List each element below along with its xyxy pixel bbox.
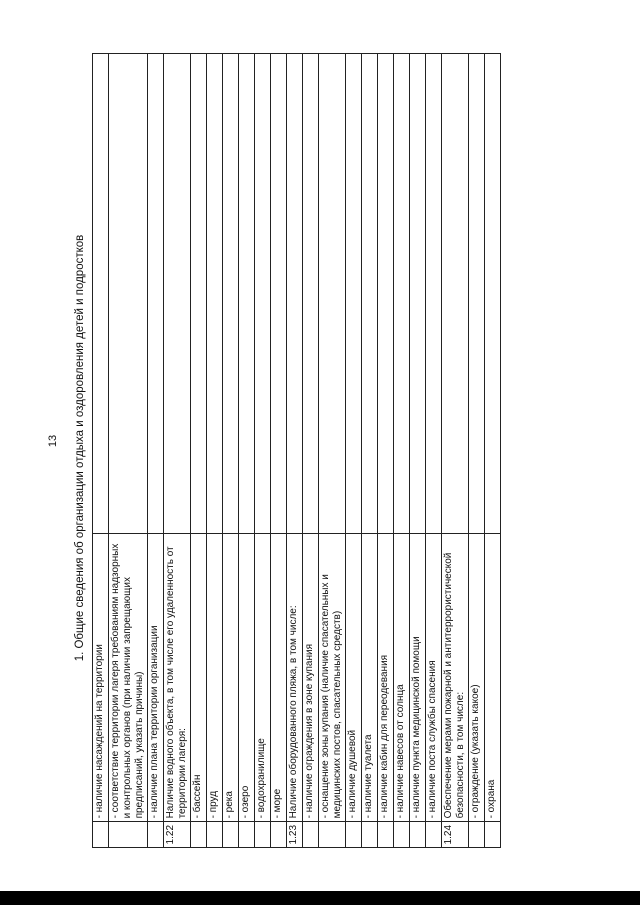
table-row: [362, 54, 378, 848]
row-number: 1.24: [442, 822, 469, 848]
row-number: [303, 822, 319, 848]
row-value: [469, 54, 485, 534]
row-value: [362, 54, 378, 534]
table-row: [109, 54, 148, 848]
row-number: 1.23: [287, 822, 303, 848]
row-value: [223, 54, 239, 534]
row-number: [148, 822, 164, 848]
table-row: [148, 54, 164, 848]
row-description: - наличие пункта медицинской помощи: [410, 533, 426, 822]
row-description: - наличие кабин для переодевания: [378, 533, 394, 822]
row-description: - наличие насаждений на территории: [93, 533, 109, 822]
row-number: [239, 822, 255, 848]
row-description: - пруд: [207, 533, 223, 822]
table-row: [287, 54, 303, 848]
row-number: [255, 822, 271, 848]
row-number: [223, 822, 239, 848]
table-row: [164, 54, 191, 848]
section-caption: 1. Общие сведения об организации отдыха и оздоровления детей и подростков: [74, 234, 86, 662]
table-row: [303, 54, 319, 848]
row-number: [394, 822, 410, 848]
table-row: [442, 54, 469, 848]
table-row: [271, 54, 287, 848]
row-number: 1.22: [164, 822, 191, 848]
row-value: [319, 54, 346, 534]
row-value: [287, 54, 303, 534]
row-value: [394, 54, 410, 534]
scan-bottom-edge: [0, 891, 640, 905]
row-description: - наличие поста службы спасения: [426, 533, 442, 822]
rotated-content: [70, 38, 590, 858]
table-row: [426, 54, 442, 848]
row-value: [207, 54, 223, 534]
row-number: [410, 822, 426, 848]
table-row: [469, 54, 485, 848]
table-row: [93, 54, 109, 848]
row-value: [109, 54, 148, 534]
row-description: - наличие плана территории организации: [148, 533, 164, 822]
row-description: - река: [223, 533, 239, 822]
row-number: [346, 822, 362, 848]
table-row: [410, 54, 426, 848]
row-description: - озеро: [239, 533, 255, 822]
row-value: [255, 54, 271, 534]
table-wrapper: [92, 53, 501, 848]
row-value: [271, 54, 287, 534]
row-description: - наличие навесов от солнца: [394, 533, 410, 822]
page-number: 13: [47, 434, 59, 448]
table-row: [394, 54, 410, 848]
row-value: [93, 54, 109, 534]
table-row: [485, 54, 501, 848]
row-value: [346, 54, 362, 534]
table-row: [378, 54, 394, 848]
row-number: [93, 822, 109, 848]
row-number: [319, 822, 346, 848]
table-row: [319, 54, 346, 848]
row-value: [303, 54, 319, 534]
table-row: [191, 54, 207, 848]
row-number: [485, 822, 501, 848]
row-description: - наличие душевой: [346, 533, 362, 822]
table-row: [255, 54, 271, 848]
row-number: [469, 822, 485, 848]
row-value: [410, 54, 426, 534]
row-number: [271, 822, 287, 848]
table-row: [223, 54, 239, 848]
row-value: [485, 54, 501, 534]
row-number: [362, 822, 378, 848]
row-description: - море: [271, 533, 287, 822]
info-table-body: [93, 54, 501, 848]
row-description: - охрана: [485, 533, 501, 822]
row-description: - водохранилище: [255, 533, 271, 822]
row-value: [239, 54, 255, 534]
row-number: [207, 822, 223, 848]
row-number: [426, 822, 442, 848]
row-value: [148, 54, 164, 534]
row-description: Наличие оборудованного пляжа, в том числе:: [287, 533, 303, 822]
row-description: - бассейн: [191, 533, 207, 822]
row-description: Наличие водного объекта, в том числе его удаленность от территории лагеря:: [164, 533, 191, 822]
row-value: [164, 54, 191, 534]
row-description: - наличие ограждения в зоне купания: [303, 533, 319, 822]
row-value: [191, 54, 207, 534]
table-row: [239, 54, 255, 848]
row-description: - соответствие территории лагеря требованиям надзорных и контрольных органов (при наличии запрещающих предписаний, указать причины): [109, 533, 148, 822]
row-description: - наличие туалета: [362, 533, 378, 822]
row-number: [191, 822, 207, 848]
row-description: - оснащение зоны купания (наличие спасательных и медицинских постов, спасательных средств): [319, 533, 346, 822]
row-description: - ограждение (указать какое): [469, 533, 485, 822]
row-value: [426, 54, 442, 534]
row-description: Обеспечение мерами пожарной и антитеррористической безопасности, в том числе:: [442, 533, 469, 822]
table-row: [346, 54, 362, 848]
info-table: [92, 53, 501, 848]
row-number: [109, 822, 148, 848]
row-number: [378, 822, 394, 848]
row-value: [442, 54, 469, 534]
row-value: [378, 54, 394, 534]
table-row: [207, 54, 223, 848]
